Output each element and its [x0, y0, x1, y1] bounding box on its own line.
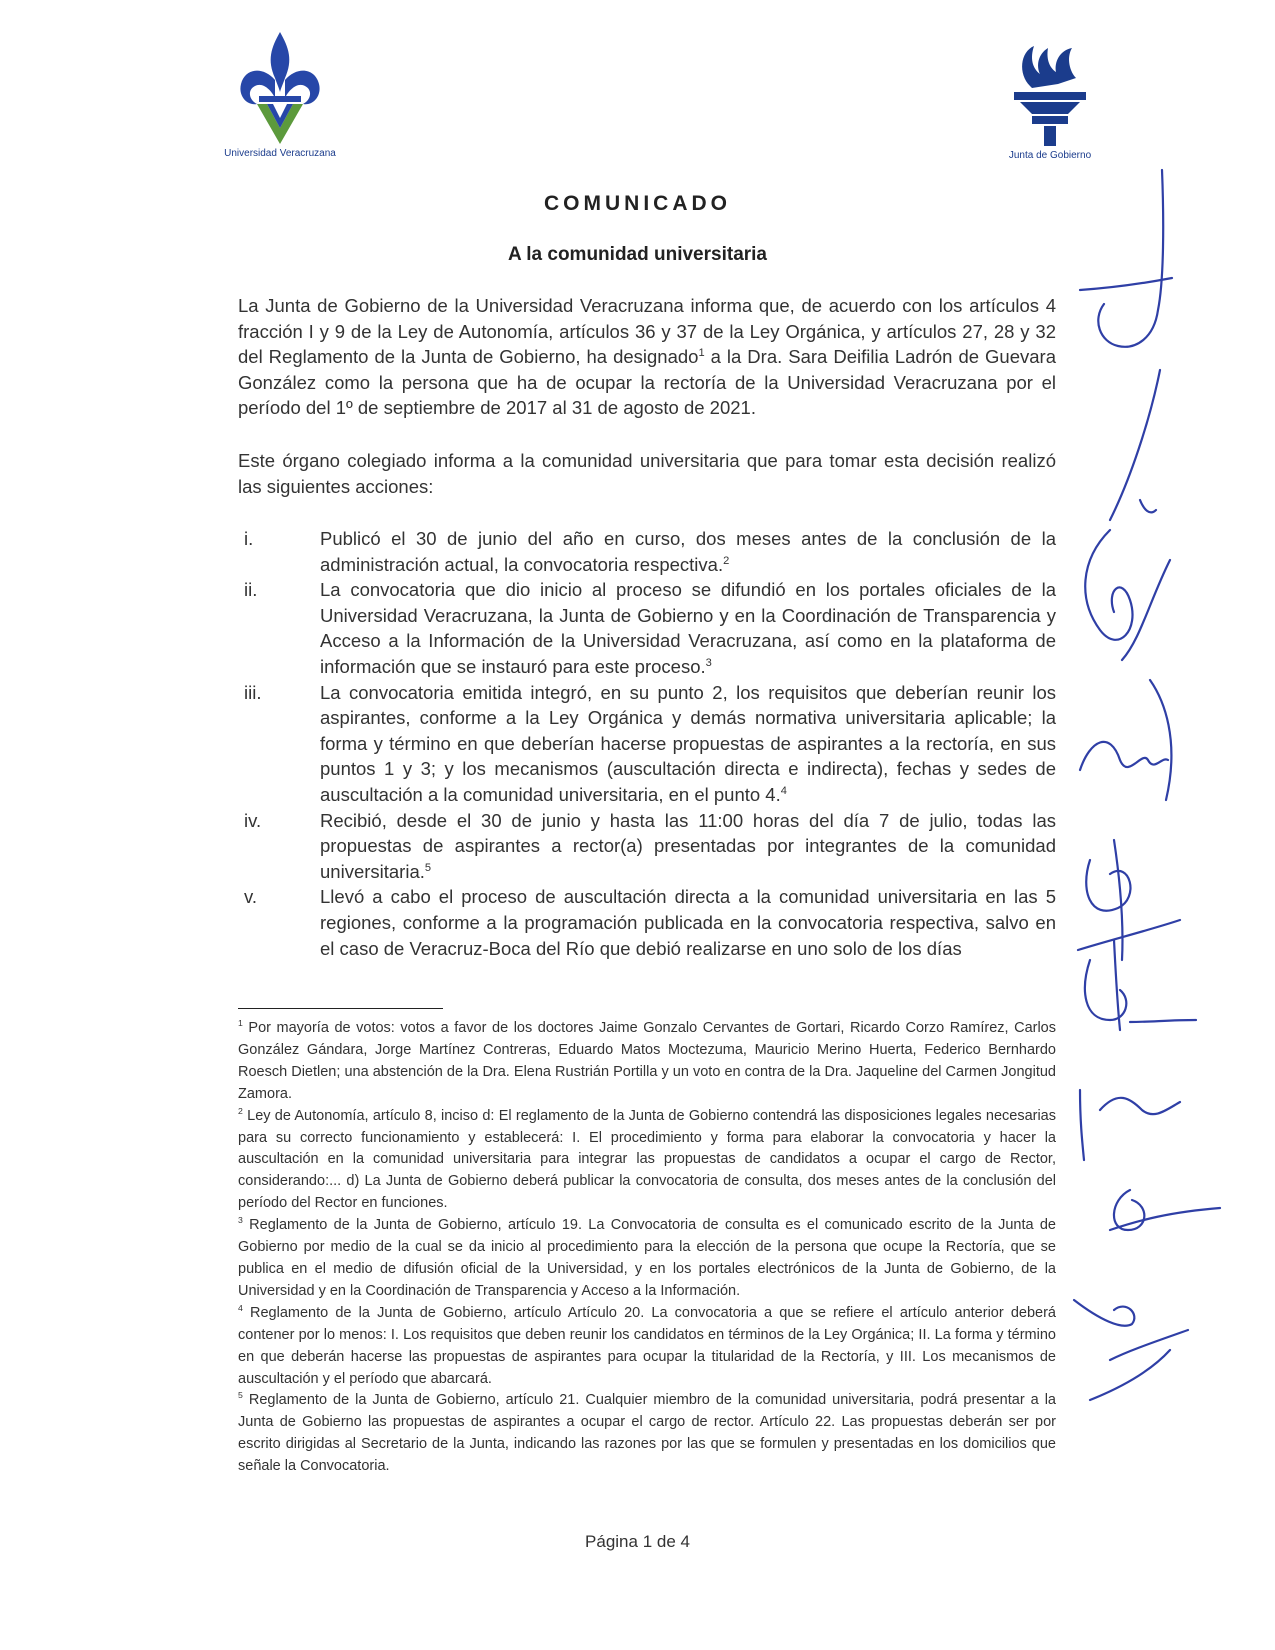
list-item-text: La convocatoria emitida integró, en su punto 2, los requisitos que deberían reunir los aspirantes, conforme a la Ley Orgánica y demás normativa universitaria aplicable; la forma y término en que deberían hacerse propuestas de aspirantes a la rectoría, en sus puntos 1 y 3; y los mecanismos (auscultación directa e indirecta), fechas y sedes de auscultación a la comunidad universitaria, en el punto 4.$^4$	[320, 681, 1056, 805]
list-item-text: Publicó el 30 de junio del año en curso, dos meses antes de la conclusión de la administración actual, la convocatoria respectiva.$^2$	[320, 528, 1056, 575]
document-subtitle: A la comunidad universitaria	[507, 244, 768, 265]
footnote: $^1$ Por mayoría de votos: votos a favor de los doctores Jaime Gonzalo Cervantes de Gortari, Ricardo Corzo Ramírez, Carlos González Gándara, Jorge Martínez Contreras, Eduardo Matos Moctezuma, Mauricio Merino Huerta, Federico Bernhardo Roesch Dietlen; una abstención de la Dra. Elena Rustrián Portilla y un voto en contra de la Dra. Jaqueline del Carmen Jongitud Zamora.	[238, 1018, 1056, 1102]
actions-list	[238, 526, 1056, 961]
list-item-text: Recibió, desde el 30 de junio y hasta las 11:00 horas del día 7 de julio, todas las propuestas de aspirantes a rector(a) presentadas por integrantes de la comunidad universitaria.$^5$	[320, 809, 1056, 882]
list-item-number: iii.	[244, 681, 262, 703]
list-item-number: v.	[244, 886, 258, 908]
footnote-separator	[238, 1008, 443, 1009]
page-number: Página 1 de 4	[585, 1532, 690, 1551]
footnote: $^3$ Reglamento de la Junta de Gobierno, artículo 19. La Convocatoria de consulta es el comunicado escrito de la Junta de Gobierno por medio de la cual se da inicio al procedimiento para la elección de la persona que ocupe la Rectoría, que se publica en el medio de difusión oficial de la Universidad, y en los portales electrónicos de la Junta de Gobierno, de la Universidad y en la Coordinación de Transparencia y Acceso a la Información.	[238, 1215, 1056, 1299]
list-item-number: i.	[244, 528, 254, 549]
footnotes	[238, 1018, 1056, 1478]
footnote: $^4$ Reglamento de la Junta de Gobierno, artículo Artículo 20. La convocatoria a que se refiere el artículo anterior deberá contener por lo menos: I. Los requisitos que deben reunir los candidatos en términos de la Ley Orgánica; II. La forma y término en que deberán hacerse las propuestas de aspirantes para ocupar la titularidad de la Rectoría, y III. Los mecanismos de auscultación y el período que abarcará.	[238, 1302, 1057, 1387]
torch-icon	[1010, 38, 1090, 150]
fleur-de-lis-icon	[235, 30, 325, 148]
footnote: $^2$ Ley de Autonomía, artículo 8, inciso d: El reglamento de la Junta de Gobierno contendrá las disposiciones legales necesarias para su correcto funcionamiento y establecerá: I. El procedimiento y forma para elaborar la convocatoria y hacer la auscultación en la comunidad universitaria para integrar las propuestas de candidatos a ocupar el cargo de Rector, considerando:... d) La Junta de Gobierno deberá publicar la convocatoria de consulta, dos meses antes de la conclusión del período del Rector en funciones.	[238, 1105, 1056, 1212]
left-logo-caption: Universidad Veracruzana	[224, 148, 336, 159]
right-logo-caption: Junta de Gobierno	[1008, 150, 1092, 161]
list-item-text: La convocatoria que dio inicio al proceso se difundió en los portales oficiales de la Universidad Veracruzana, la Junta de Gobierno y en la Coordinación de Transparencia y Acceso a la Información de la Universidad Veracruzana, así como en la plataforma de información que se instauró para este proceso.$^3$	[320, 579, 1056, 677]
junta-de-gobierno-logo	[995, 38, 1105, 178]
footnote: $^5$ Reglamento de la Junta de Gobierno, artículo 21. Cualquier miembro de la comunidad universitaria, podrá presentar a la Junta de Gobierno las propuestas de aspirantes a ocupar el cargo de rector. Artículo 22. Las propuestas deberán ser por escrito dirigidas al Secretario de la Junta, indicando las razones por las que se formulen y presentadas en los domicilios que señale la Convocatoria.	[238, 1390, 1056, 1475]
actions-intro-paragraph: Este órgano colegiado informa a la comunidad universitaria que para tomar esta decisión realizó las siguientes acciones:	[238, 450, 1056, 497]
list-item	[238, 808, 1056, 885]
universidad-veracruzana-logo	[220, 30, 340, 180]
list-item	[238, 884, 1056, 961]
handwritten-signatures	[1070, 160, 1260, 1460]
list-item	[238, 680, 1056, 808]
list-item	[238, 577, 1056, 679]
document-title: COMUNICADO	[544, 192, 731, 215]
intro-paragraph: La Junta de Gobierno de la Universidad Veracruzana informa que, de acuerdo con los artículos 4 fracción I y 9 de la Ley de Autonomía, artículos 36 y 37 de la Ley Orgánica, y artículos 27, 28 y 32 del Reglamento de la Junta de Gobierno, ha designado$^1$ a la Dra. Sara Deifilia Ladrón de Guevara González como la persona que ha de ocupar la rectoría de la Universidad Veracruzana por el período del 1º de septiembre de 2017 al 31 de agosto de 2021.	[238, 295, 1056, 419]
list-item	[238, 526, 1056, 577]
list-item-number: ii.	[244, 579, 258, 601]
list-item-number: iv.	[244, 809, 262, 831]
list-item-text: Llevó a cabo el proceso de auscultación directa a la comunidad universitaria en las 5 regiones, conforme a la programación publicada en la convocatoria respectiva, salvo en el caso de Veracruz-Boca del Río que debió realizarse en uno solo de los días	[320, 886, 1056, 959]
